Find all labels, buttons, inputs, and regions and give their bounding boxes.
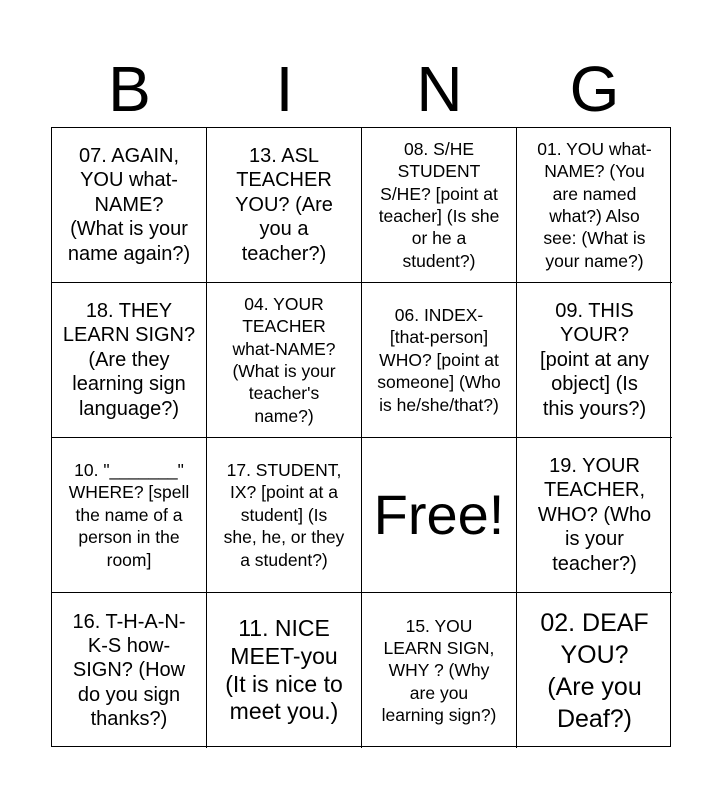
bingo-cell-r1-c1[interactable] [52, 128, 207, 283]
cell-text: 02. DEAF YOU? (Are you Deaf?) [540, 608, 649, 733]
cell-text: 16. T-H-A-N- K-S how- SIGN? (How do you sign thanks?) [72, 610, 186, 731]
bingo-cell-r2-c3[interactable] [362, 283, 517, 438]
bingo-cell-r4-c1[interactable] [52, 593, 207, 748]
cell-text: 01. YOU what- NAME? (You are named what?) Also see: (What is your name?) [537, 138, 652, 271]
bingo-cell-r3-c4[interactable] [517, 438, 672, 593]
cell-text: 07. AGAIN, YOU what- NAME? (What is your name again?) [67, 145, 191, 265]
header-letter-n: N [416, 53, 463, 125]
bingo-cell-r1-c4[interactable] [517, 128, 672, 283]
bingo-cell-r3-c2[interactable] [207, 438, 362, 593]
cell-text: 10. "_______" WHERE? [spell the name of a person in the room] [68, 460, 190, 570]
header-letter-i: I [275, 53, 294, 125]
bingo-cell-r1-c3[interactable] [362, 128, 517, 283]
header-letter-g: G [569, 53, 620, 125]
bingo-cell-r1-c2[interactable] [207, 128, 362, 283]
bingo-free-space[interactable] [362, 438, 517, 593]
bingo-cell-r4-c3[interactable] [362, 593, 517, 748]
bingo-cell-r3-c1[interactable] [52, 438, 207, 593]
cell-text: 08. S/HE STUDENT S/HE? [point at teacher] (Is she or he a student?) [378, 138, 500, 271]
cell-text: 19. YOUR TEACHER, WHO? (Who is your teacher?) [537, 455, 652, 575]
bingo-cell-r2-c4[interactable] [517, 283, 672, 438]
cell-text: 06. INDEX- [that-person] WHO? [point at someone] (Who is he/she/that?) [377, 305, 501, 415]
cell-text: 17. STUDENT, IX? [point at a student] (Is she, he, or they a student?) [223, 460, 345, 570]
bingo-cell-r4-c2[interactable] [207, 593, 362, 748]
cell-text: 04. YOUR TEACHER what-NAME? (What is your teacher's name?) [232, 293, 336, 426]
cell-text: 18. THEY LEARN SIGN? (Are they learning sign language?) [62, 300, 196, 420]
bingo-board [51, 127, 671, 747]
cell-text: 09. THIS YOUR? [point at any object] (Is this yours?) [540, 300, 649, 420]
free-space-text: Free! [373, 483, 505, 546]
cell-text: 11. NICE MEET-you (It is nice to meet you.) [225, 615, 343, 725]
bingo-cell-r2-c1[interactable] [52, 283, 207, 438]
header-letter-b: B [108, 53, 151, 125]
bingo-cell-r4-c4[interactable] [517, 593, 672, 748]
cell-text: 13. ASL TEACHER YOU? (Are you a teacher?) [235, 145, 333, 265]
bingo-cell-r2-c2[interactable] [207, 283, 362, 438]
bingo-header [52, 50, 672, 128]
cell-text: 15. YOU LEARN SIGN, WHY ? (Why are you learning sign?) [381, 615, 497, 726]
